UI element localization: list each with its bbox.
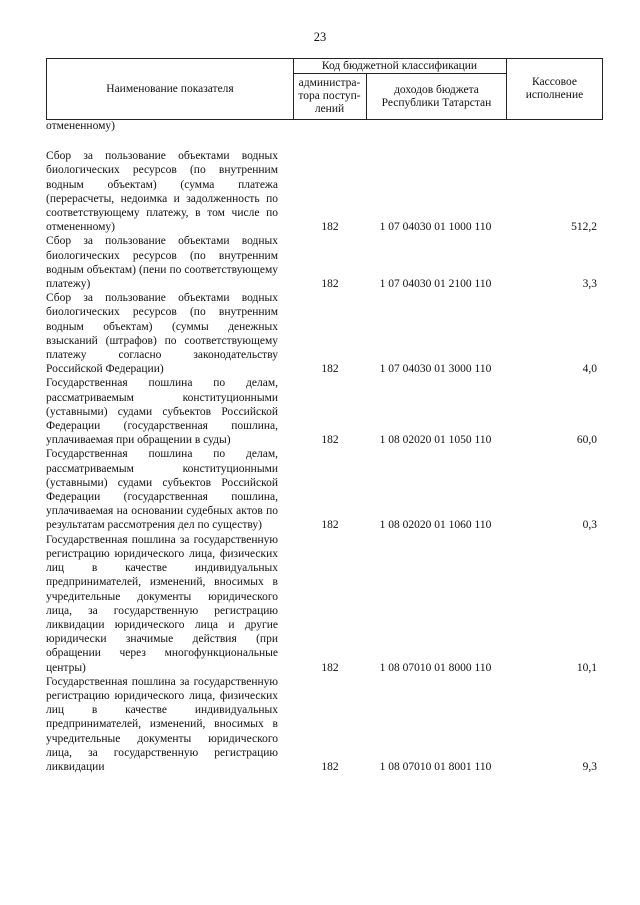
row-name: Сбор за пользование объектами водных биологических ресурсов (по внутренним водным объектам) (пени по соответствующему платежу) bbox=[46, 235, 278, 291]
row-name: Государственная пошлина по делам, рассматриваемым конституционными (уставными) судами субъектов Российской Федерации (государственная пошлина, уплачиваемая на основании судебных актов по результатам рассмотрения дел по существу) bbox=[46, 448, 278, 532]
header-income: доходов бюджета Республики Татарстан bbox=[381, 83, 492, 109]
table-row bbox=[46, 291, 601, 376]
row-admin: 182 bbox=[321, 434, 339, 447]
table-row bbox=[46, 533, 601, 675]
row-value: 10,1 bbox=[576, 661, 597, 674]
row-code: 1 08 07010 01 8001 110 bbox=[379, 760, 492, 773]
row-code: 1 07 04030 01 1000 110 bbox=[379, 221, 492, 234]
row-name: Сбор за пользование объектами водных биологических ресурсов (по внутренним водным объектам) (сумма платежа (перерасчеты, недоимка и задолженность по соответствующему платежу, в том числе по отмененному) bbox=[46, 150, 278, 234]
row-code: 1 07 04030 01 2100 110 bbox=[379, 278, 492, 291]
row-value: 60,0 bbox=[576, 434, 597, 447]
header-admin: администра-тора поступ-лений bbox=[298, 77, 361, 115]
row-value: 4,0 bbox=[582, 363, 597, 376]
row-code: 1 08 07010 01 8000 110 bbox=[379, 661, 492, 674]
row-name: Государственная пошлина за государственную регистрацию юридического лица, физических лиц в качестве индивидуальных предпринимателей, изменений, вносимых в учредительные документы юридического лица, за государственную регистрацию ликвидации юридического лица и другие юридически значимые действия (при обращении через многофункциональные центры) bbox=[46, 533, 278, 674]
continuation-row bbox=[46, 119, 601, 133]
table-row bbox=[46, 376, 601, 447]
header-code-group: Код бюджетной классификации bbox=[321, 59, 478, 72]
row-name: Сбор за пользование объектами водных биологических ресурсов (по внутренним водным объектам) (суммы денежных взысканий (штрафов) по соответствующему платежу согласно законодательству Российской Федерации) bbox=[46, 292, 278, 376]
table-row bbox=[46, 675, 601, 774]
row-admin: 182 bbox=[321, 278, 339, 291]
table-row bbox=[46, 149, 601, 234]
row-code: 1 07 04030 01 3000 110 bbox=[379, 363, 492, 376]
table-row bbox=[46, 447, 601, 532]
table-header bbox=[46, 58, 603, 120]
row-admin: 182 bbox=[321, 221, 339, 234]
row-name: Государственная пошлина по делам, рассматриваемым конституционными (уставными) судами субъектов Российской Федерации (государственная пошлина, уплачиваемая при обращении в суды) bbox=[46, 377, 278, 447]
row-value: 0,3 bbox=[582, 519, 597, 532]
header-name: Наименование показателя bbox=[106, 82, 234, 95]
row-code: 1 08 02020 01 1060 110 bbox=[379, 519, 492, 532]
row-admin: 182 bbox=[321, 760, 339, 773]
row-code: 1 08 02020 01 1050 110 bbox=[379, 434, 492, 447]
continuation-text: отмененному) bbox=[46, 120, 115, 132]
table-body bbox=[46, 119, 601, 774]
row-admin: 182 bbox=[321, 519, 339, 532]
row-value: 3,3 bbox=[582, 278, 597, 291]
row-admin: 182 bbox=[321, 363, 339, 376]
header-execution: Кассовое исполнение bbox=[525, 76, 584, 101]
row-value: 512,2 bbox=[571, 221, 597, 234]
row-admin: 182 bbox=[321, 661, 339, 674]
row-name: Государственная пошлина за государственную регистрацию юридического лица, физических лиц в качестве индивидуальных предпринимателей, изменений, вносимых в учредительные документы юридического лица, за государственную регистрацию ликвидации bbox=[46, 675, 278, 773]
row-value: 9,3 bbox=[582, 760, 597, 773]
table-row bbox=[46, 234, 601, 291]
page-number: 23 bbox=[313, 30, 327, 44]
